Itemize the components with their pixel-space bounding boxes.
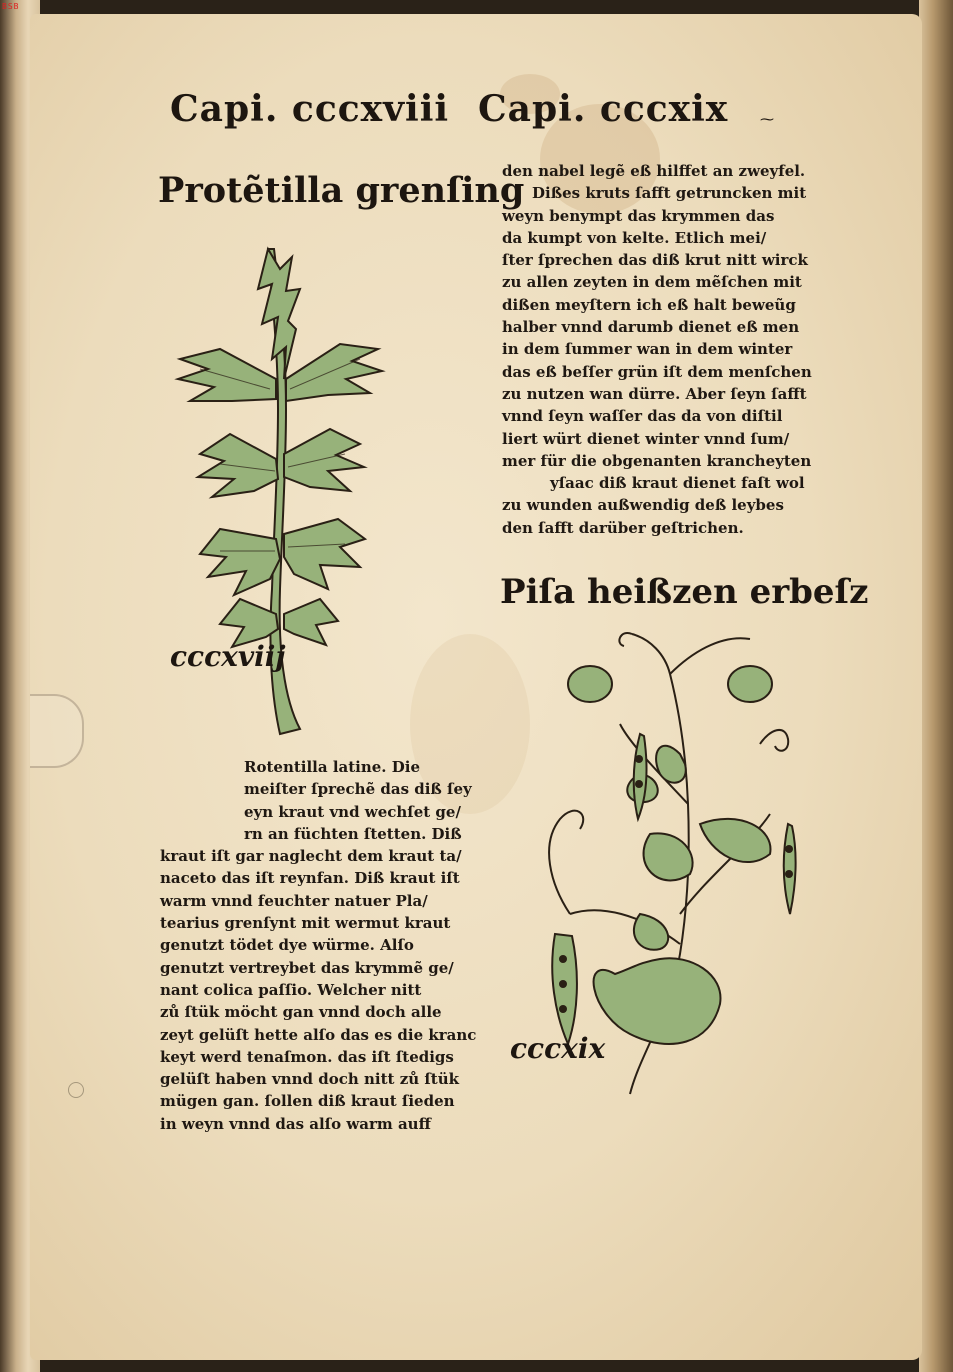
text-line: den ſafft darüber geſtrichen. [502,518,744,537]
heading-dash: ⁓ [760,112,774,128]
text-line: mügen gan. ſollen diß kraut ſieden [160,1092,455,1111]
chapter-text-left [160,756,476,1135]
book-page [30,14,922,1360]
text-line: da kumpt von kelte. Etlich mei/ [502,228,767,247]
chapter-heading-left: Capi. cccxviii [170,88,450,130]
text-line: das eß beſſer grün iſt dem menſchen [502,362,812,381]
text-line: mer für die obgenanten krancheyten [502,451,812,470]
chapter-text-right [502,160,812,539]
text-line: gelüſt haben vnnd doch nitt zů ſtük [160,1070,460,1089]
text-line: warm vnnd feuchter natuer Pla/ [160,891,428,910]
library-stamp: BSB [2,2,20,11]
text-line: genutzt tödet dye würme. Alſo [160,936,414,955]
text-line: vnnd ſeyn waſſer das da von diſtil [502,407,783,426]
text-line: ſter ſprechen das diß krut nitt wirck [502,251,808,270]
text-line: dißen meyſtern ich eß halt beweũg [502,295,796,314]
text-line: tearius grenſynt mit wermut kraut [160,914,451,933]
text-line: rn an füchten ſtetten. Diß [244,824,462,843]
chapter-numeral-right: cccxix [510,1032,606,1065]
text-line: Dißes kruts ſafft getruncken mit [532,184,807,203]
text-line: in weyn vnnd das alſo warm auff [160,1114,431,1133]
text-line: naceto das iſt reynfan. Diß kraut iſt [160,869,460,888]
text-line: keyt werd tenaſmon. das iſt ſtedigs [160,1047,454,1066]
text-line: in dem ſummer wan in dem winter [502,340,793,359]
text-line: nant colica paſſio. Welcher nitt [160,980,422,999]
text-line: eyn kraut vnd wechſet ge/ [244,802,461,821]
text-line: Rotentilla latine. Die [244,758,421,776]
text-line: zu wunden außwendig deß leybes [502,496,784,515]
text-line: zů ſtük möcht gan vnnd doch alle [160,1003,442,1022]
plant-title-pisa: Piſa heißzen erbeſz [500,572,869,612]
text-line: zu allen zeyten in dem mẽſchen mit [502,273,802,292]
page-mark [68,1082,84,1098]
text-line: kraut iſt gar naglecht dem kraut ta/ [160,847,462,866]
pea-plant-illustration [520,614,800,1104]
text-line: genutzt vertreybet das krymmẽ ge/ [160,958,454,977]
text-line: halber vnnd darumb dienet eß men [502,318,800,337]
page-clip [30,694,84,768]
text-line: zeyt gelüſt hette alſo das es die kranc [160,1025,477,1044]
text-line: weyn benympt das krymmen das [502,206,775,225]
text-line: meiſter ſprechẽ das diß ſey [244,780,472,799]
chapter-numeral-left: cccxviij [170,640,286,673]
text-line: yſaac diß kraut dienet faſt wol [550,474,805,493]
text-line: den nabel legẽ eß hilffet an zweyfel. [502,162,806,180]
text-line: liert würt dienet winter vnnd ſum/ [502,429,790,448]
book-edge-right [919,0,953,1372]
text-line: zu nutzen wan dürre. Aber ſeyn ſafft [502,384,807,403]
chapter-heading-right: Capi. cccxix [478,88,729,130]
plant-title-potentilla: Protẽtilla grenſing [158,170,525,211]
